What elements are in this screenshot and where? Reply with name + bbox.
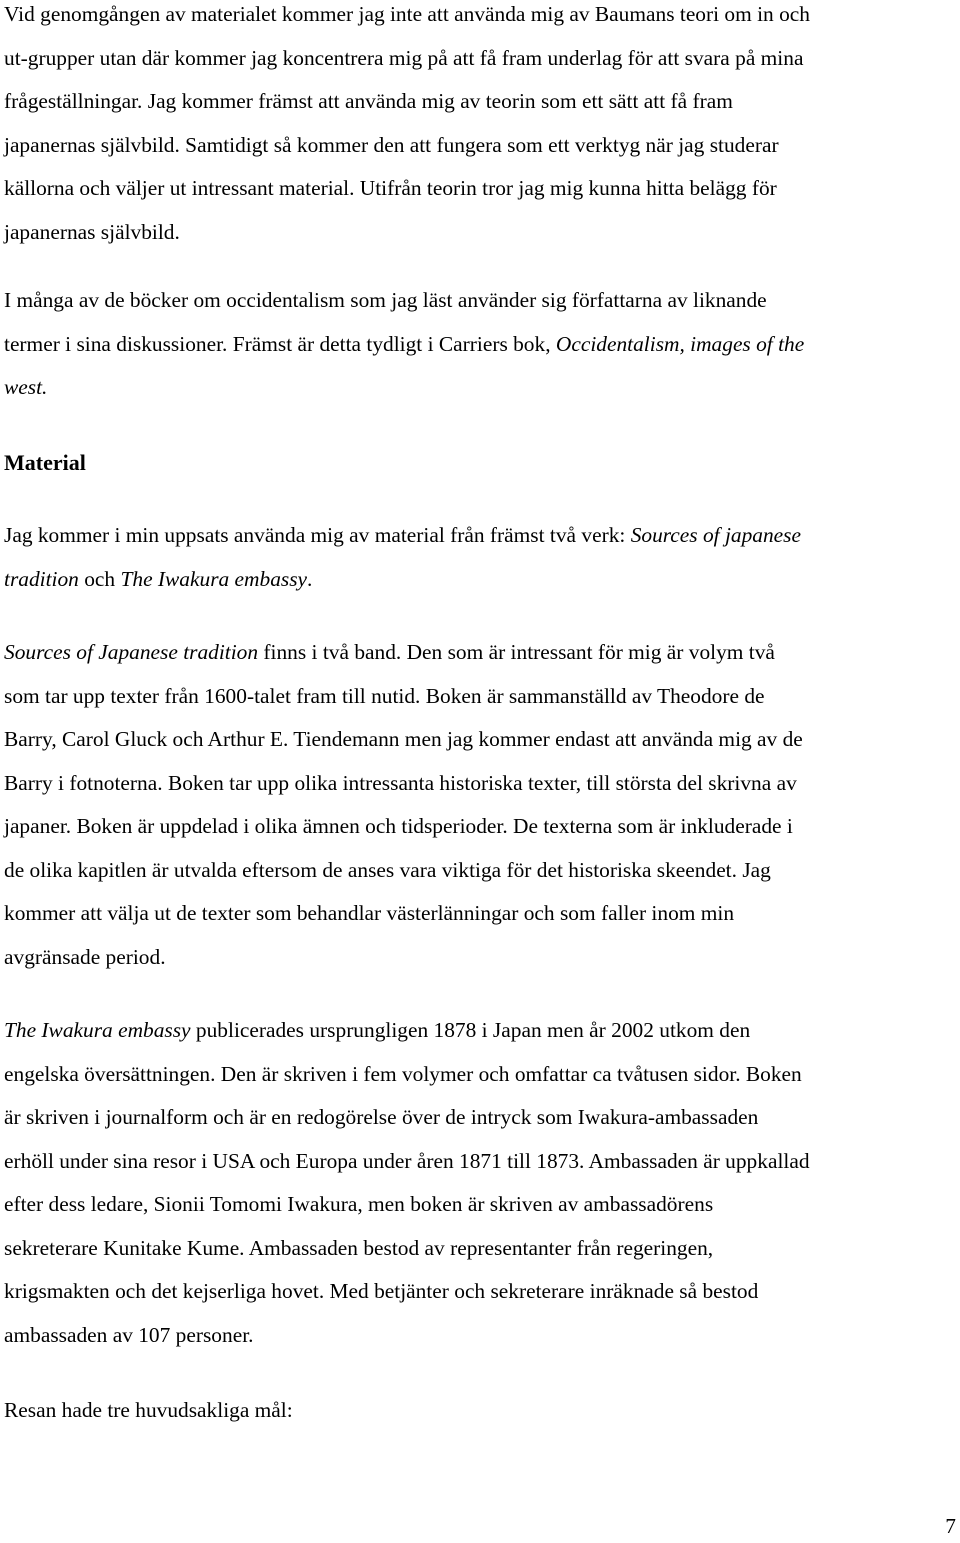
paragraph-iwakura	[4, 1009, 810, 1357]
text-line: efter dess ledare, Sionii Tomomi Iwakura, men boken är skriven av ambassadörens	[4, 1192, 714, 1216]
text-line: erhöll under sina resor i USA och Europa under åren 1871 till 1873. Ambassaden är uppkallad	[4, 1148, 810, 1173]
paragraph-journey-goals	[4, 1389, 293, 1433]
paragraph-theory	[4, 0, 810, 254]
text-line: de olika kapitlen är utvalda eftersom de anses vara viktiga för det historiska skeendet. Jag	[4, 857, 771, 882]
text-run: Jag kommer i min uppsats använda mig av material från främst två verk:	[4, 523, 631, 547]
book-title-italic: Sources of japanese	[630, 523, 801, 547]
book-title-italic: The Iwakura embassy	[120, 566, 308, 591]
book-title-italic: tradition	[4, 566, 79, 591]
text-run: och	[78, 566, 121, 591]
section-heading: Material	[4, 450, 86, 475]
text-line: Vid genomgången av materialet kommer jag inte att använda mig av Baumans teori om in och	[4, 2, 810, 26]
paragraph-sources	[4, 631, 803, 979]
text-line: japaner. Boken är uppdelad i olika ämnen och tidsperioder. De texterna som är inkluderade i	[4, 814, 793, 838]
text-line: krigsmakten och det kejserliga hovet. Med betjänter och sekreterare inräknade så bestod	[4, 1279, 759, 1303]
text-line: japanernas självbild. Samtidigt så kommer den att fungera som ett verktyg när jag studerar	[4, 132, 779, 157]
text-line: engelska översättningen. Den är skriven i fem volymer och omfattar ca tvåtusen sidor. Boken	[4, 1061, 802, 1086]
text-run: finns i två band. Den som är intressant för mig är volym två	[258, 640, 775, 664]
text-line: Resan hade tre huvudsakliga mål:	[4, 1398, 293, 1422]
page-number: 7	[945, 1514, 956, 1538]
text-line: är skriven i journalform och är en redogörelse över de intryck som Iwakura-ambassaden	[4, 1105, 759, 1129]
text-line	[4, 1009, 810, 1053]
text-run: termer i sina diskussioner. Främst är detta tydligt i Carriers bok,	[4, 331, 556, 356]
paragraph-material-intro	[4, 514, 801, 601]
text-line	[4, 514, 801, 558]
book-title-italic: Occidentalism, images of the	[555, 331, 805, 356]
text-line: Barry, Carol Gluck och Arthur E. Tiendemann men jag kommer endast att använda mig av de	[4, 727, 803, 751]
paragraph-occidentalism	[4, 279, 804, 410]
text-line: japanernas självbild.	[4, 219, 180, 244]
book-title-italic: west.	[4, 375, 48, 399]
text-line: avgränsade period.	[4, 944, 166, 969]
text-line: kommer att välja ut de texter som behandlar västerlänningar och som faller inom min	[4, 901, 735, 925]
text-line: som tar upp texter från 1600-talet fram till nutid. Boken är sammanställd av Theodore de	[4, 683, 765, 708]
text-line: Barry i fotnoterna. Boken tar upp olika intressanta historiska texter, till största del skrivna av	[4, 770, 797, 795]
text-line: källorna och väljer ut intressant material. Utifrån teorin tror jag mig kunna hitta belägg för	[4, 176, 777, 200]
text-line: sekreterare Kunitake Kume. Ambassaden bestod av representanter från regeringen,	[4, 1235, 714, 1260]
text-line: frågeställningar. Jag kommer främst att använda mig av teorin som ett sätt att få fram	[4, 89, 733, 113]
text-line: I många av de böcker om occidentalism som jag läst använder sig författarna av liknande	[4, 288, 767, 312]
text-line: ambassaden av 107 personer.	[4, 1322, 254, 1347]
text-line	[4, 631, 803, 675]
text-run: publicerades ursprungligen 1878 i Japan men år 2002 utkom den	[190, 1018, 751, 1042]
book-title-italic: Sources of Japanese tradition	[4, 640, 259, 664]
text-line: ut-grupper utan där kommer jag koncentrera mig på att få fram underlag för att svara på mina	[4, 45, 804, 70]
text-run: .	[307, 566, 313, 591]
text-line	[4, 558, 801, 602]
book-title-italic: The Iwakura embassy	[4, 1018, 191, 1042]
text-line	[4, 323, 804, 367]
